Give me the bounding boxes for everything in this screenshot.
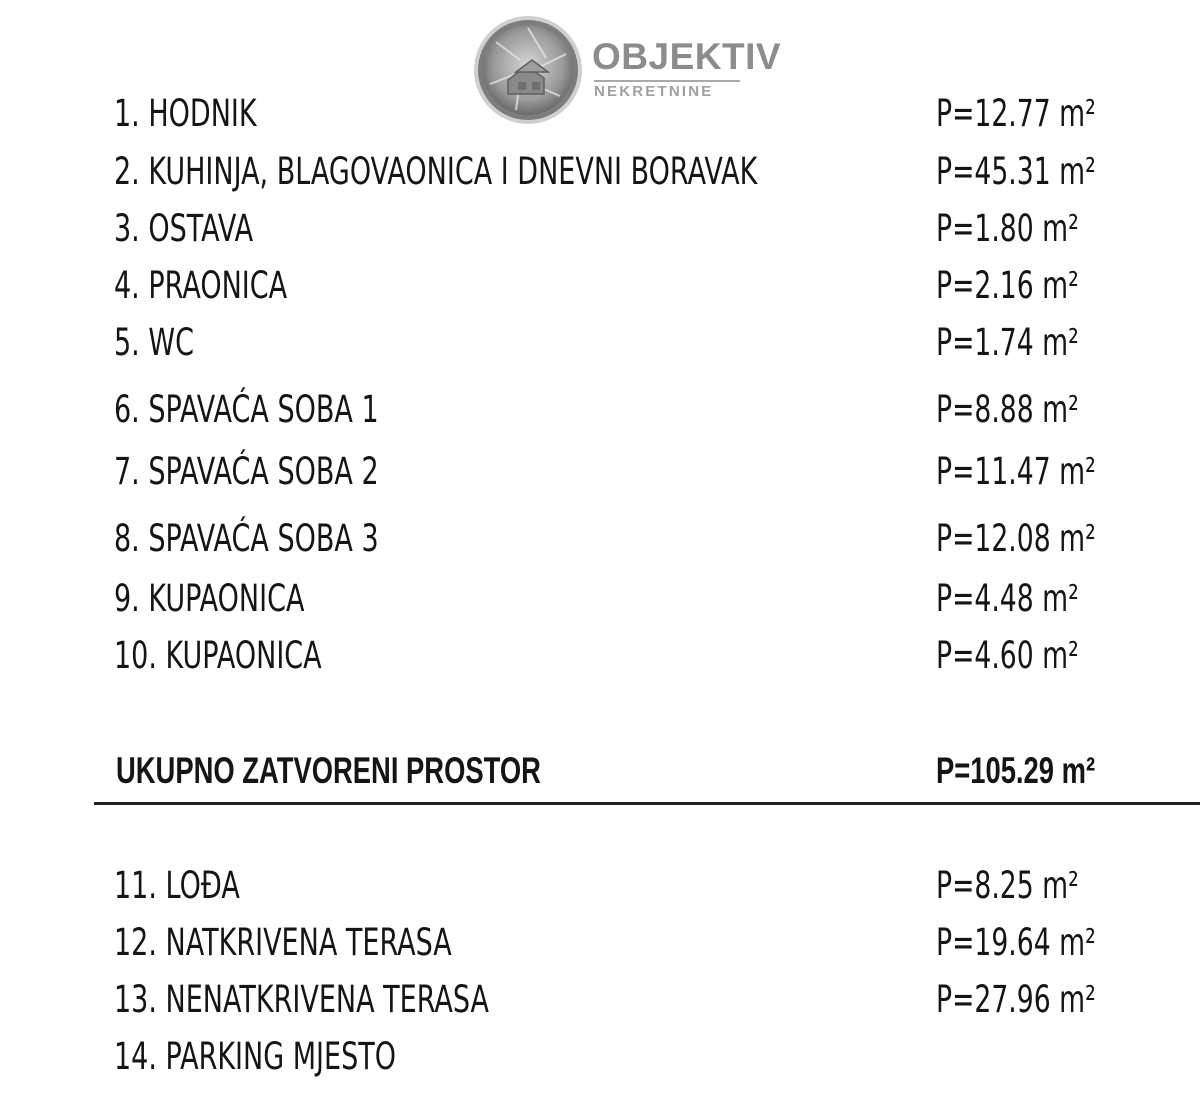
outdoor-label: 12. NATKRIVENA TERASA xyxy=(114,921,452,964)
room-area: P=12.08 m² xyxy=(936,517,1096,560)
room-label: 6. SPAVAĆA SOBA 1 xyxy=(114,388,379,431)
outdoor-label: 11. LOĐA xyxy=(114,864,240,907)
outdoor-area: P=8.25 m² xyxy=(936,864,1079,907)
outdoor-row xyxy=(0,1032,1200,1082)
room-row xyxy=(0,147,1200,197)
logo-tagline: NEKRETNINE xyxy=(594,83,714,100)
room-label: 8. SPAVAĆA SOBA 3 xyxy=(114,517,379,560)
room-row xyxy=(0,447,1200,497)
room-area: P=4.60 m² xyxy=(936,634,1079,677)
room-area: P=1.80 m² xyxy=(936,207,1079,250)
logo-divider xyxy=(594,80,740,82)
room-label: 7. SPAVAĆA SOBA 2 xyxy=(114,450,379,493)
outdoor-area: P=19.64 m² xyxy=(936,921,1096,964)
room-area: P=1.74 m² xyxy=(936,321,1079,364)
room-row xyxy=(0,318,1200,368)
room-row xyxy=(0,89,1200,139)
outdoor-label: 13. NENATKRIVENA TERASA xyxy=(114,978,489,1021)
room-row xyxy=(0,631,1200,681)
room-area: P=2.16 m² xyxy=(936,264,1079,307)
room-row xyxy=(0,261,1200,311)
room-area: P=12.77 m² xyxy=(936,92,1096,135)
outdoor-row xyxy=(0,918,1200,968)
outdoor-area: P=27.96 m² xyxy=(936,978,1096,1021)
outdoor-row xyxy=(0,861,1200,911)
section-divider xyxy=(94,802,1200,805)
room-label: 9. KUPAONICA xyxy=(114,577,305,620)
room-area: P=8.88 m² xyxy=(936,388,1079,431)
room-area: P=4.48 m² xyxy=(936,577,1079,620)
room-row xyxy=(0,514,1200,564)
room-area: P=11.47 m² xyxy=(936,450,1096,493)
room-area: P=45.31 m² xyxy=(936,150,1096,193)
room-row xyxy=(0,574,1200,624)
room-row xyxy=(0,204,1200,254)
outdoor-row xyxy=(0,975,1200,1025)
total-area: P=105.29 m² xyxy=(936,750,1096,791)
room-label: 4. PRAONICA xyxy=(114,264,288,307)
room-row xyxy=(0,385,1200,435)
room-label: 10. KUPAONICA xyxy=(114,634,322,677)
logo-title: OBJEKTIV xyxy=(592,36,782,77)
total-row xyxy=(0,746,1200,796)
room-label: 5. WC xyxy=(114,321,194,364)
outdoor-label: 14. PARKING MJESTO xyxy=(114,1035,396,1078)
room-label: 3. OSTAVA xyxy=(114,207,254,250)
room-label: 1. HODNIK xyxy=(114,92,257,135)
total-label: UKUPNO ZATVORENI PROSTOR xyxy=(116,750,541,791)
room-label: 2. KUHINJA, BLAGOVAONICA I DNEVNI BORAVAK xyxy=(114,150,758,193)
